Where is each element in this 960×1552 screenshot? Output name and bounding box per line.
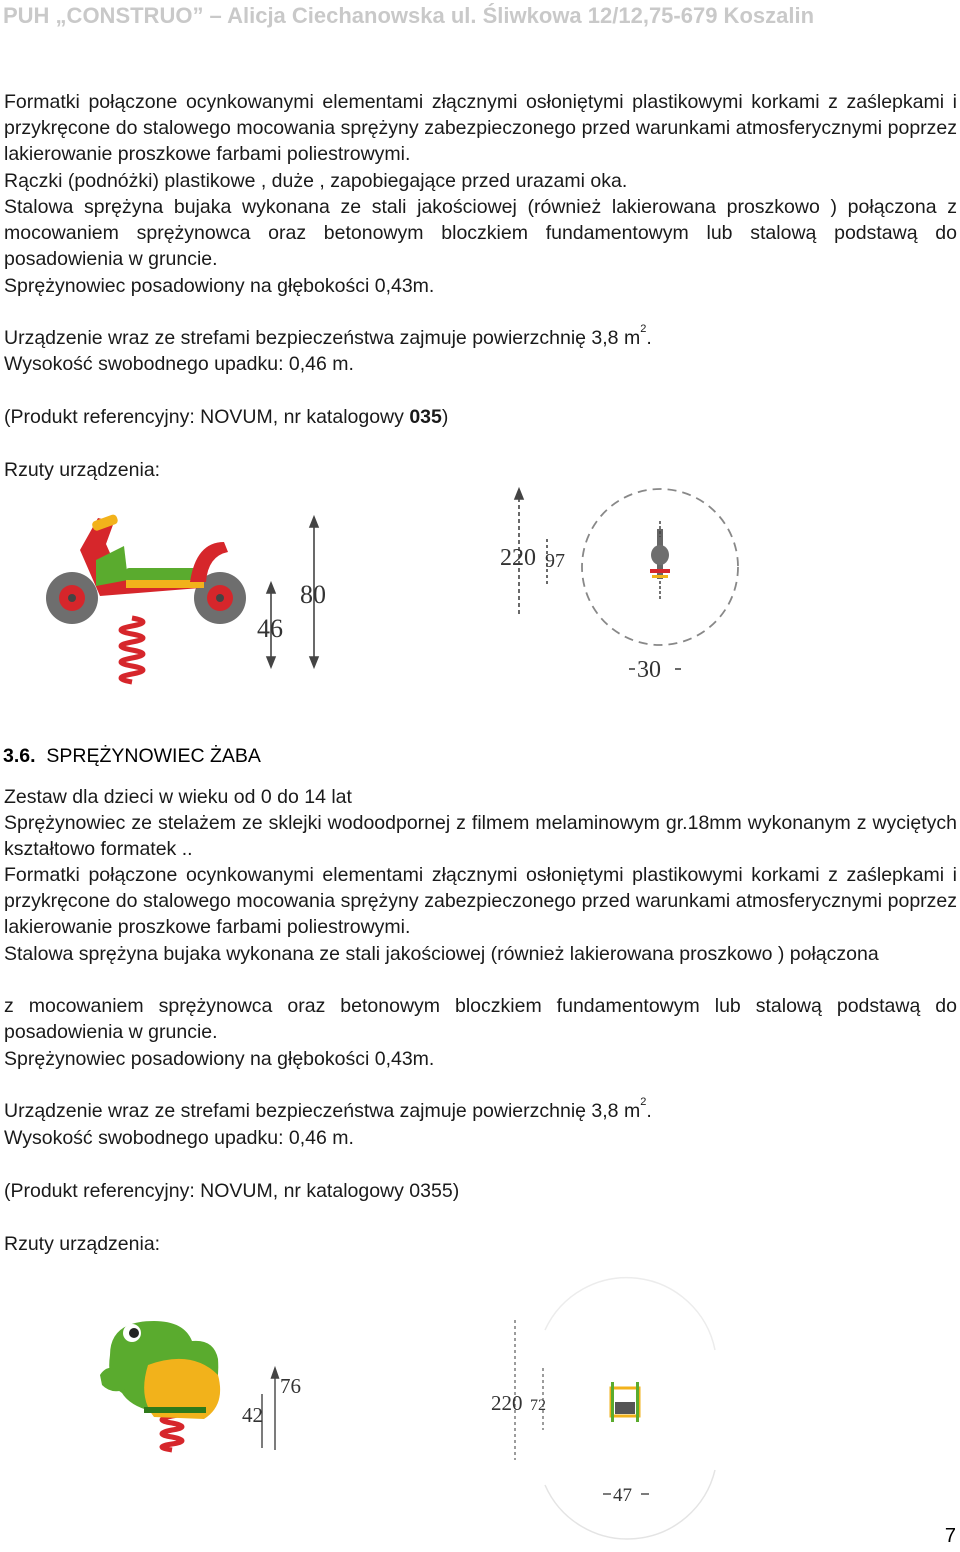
section-number: 3.6. <box>3 745 36 767</box>
plans-label: Rzuty urządzenia: <box>4 459 161 481</box>
scooter-zone-label: 220 <box>500 545 536 571</box>
scooter-illustration <box>40 510 250 680</box>
page-header: PUH „CONSTRUO” – Alicja Ciechanowska ul. Śliwkowa 12/12,75-679 Koszalin <box>3 3 815 28</box>
paragraph-depth: Sprężynowiec posadowiony na głębokości 0,43m. <box>4 275 435 297</box>
area-line-2 <box>4 1098 652 1124</box>
spring-icon <box>121 618 143 682</box>
scooter-height-label: 80 <box>300 580 326 609</box>
scooter-dimensions <box>255 515 345 675</box>
area-text-2: Urządzenie wraz ze strefami bezpieczeństwa zajmuje powierzchnię 3,8 m <box>4 1100 641 1122</box>
plans-label-2: Rzuty urządzenia: <box>4 1233 161 1255</box>
paragraph-raczki: Rączki (podnóżki) plastikowe , duże , zapobiegające przed urazami oka. <box>4 170 628 192</box>
area-end: . <box>646 327 652 349</box>
area-line <box>4 325 652 351</box>
area-end-2: . <box>646 1100 652 1122</box>
reference-prefix: (Produkt referencyjny: NOVUM, nr katalogowy <box>4 406 410 428</box>
scooter-zone-inner-label: 97 <box>545 550 565 572</box>
section-heading <box>3 745 261 768</box>
scooter-width-label: 30 <box>637 657 661 683</box>
paragraph-sprezyna-2b: z mocowaniem sprężynowca oraz betonowym bloczkiem fundamentowym lub stalową podstawą do posadowienia w gruncie. <box>4 995 957 1044</box>
scooter-top-view <box>495 485 765 685</box>
reference-suffix: ) <box>441 406 449 428</box>
paragraph-plywood: Sprężynowiec ze stelażem ze sklejki wodoodpornej z filmem melaminowym gr.18mm wykonanym z wyciętych kształtowo formatek .. <box>4 812 957 861</box>
frog-zone-label: 220 <box>491 1391 523 1415</box>
area-text: Urządzenie wraz ze strefami bezpieczeństwa zajmuje powierzchnię 3,8 m <box>4 327 641 349</box>
frog-top-view <box>485 1320 735 1515</box>
reference-product-2: (Produkt referencyjny: NOVUM, nr katalogowy 0355) <box>4 1180 460 1202</box>
frog-dimensions <box>240 1368 320 1458</box>
frog-seat-label: 42 <box>242 1403 263 1427</box>
paragraph-sprezyna: Stalowa sprężyna bujaka wykonana ze stali jakościowej (również lakierowana proszkowo ) połączona z mocowaniem sprężynowca oraz betonowym bloczkiem fundamentowym lub stalową podstawą do posadowienia w gruncie. <box>4 196 957 271</box>
frog-height-label: 76 <box>280 1374 301 1398</box>
frog-illustration <box>90 1315 240 1450</box>
paragraph-sprezyna-2a: Stalowa sprężyna bujaka wykonana ze stali jakościowej (również lakierowana proszkowo ) połączona <box>4 943 879 965</box>
area-superscript-2: 2 <box>640 1096 647 1108</box>
frog-width-label: 47 <box>613 1485 632 1506</box>
page-number: 7 <box>944 1525 956 1547</box>
age-range: Zestaw dla dzieci w wieku od 0 do 14 lat <box>4 786 352 808</box>
fall-height-2: Wysokość swobodnego upadku: 0,46 m. <box>4 1127 354 1149</box>
frog-zone-inner-label: 72 <box>530 1397 546 1414</box>
paragraph-formatki: Formatki połączone ocynkowanymi elementami złącznymi osłoniętymi plastikowymi korkami z zaślepkami i przykręcone do stalowego mocowania sprężyny zabezpieczonego przed warunkami atmosferycznymi poprzez lakierowanie proszkowe farbami poliestrowymi. <box>4 91 957 166</box>
fall-height: Wysokość swobodnego upadku: 0,46 m. <box>4 353 354 375</box>
paragraph-formatki-2: Formatki połączone ocynkowanymi elementami złącznymi osłoniętymi plastikowymi korkami z zaślepkami i przykręcone do stalowego mocowania sprężyny zabezpieczonego przed warunkami atmosferycznymi poprzez lakierowanie proszkowe farbami poliestrowymi. <box>4 864 957 939</box>
scooter-seat-label: 46 <box>257 614 283 643</box>
reference-code: 035 <box>409 406 442 428</box>
section-title: SPRĘŻYNOWIEC ŻABA <box>46 745 261 767</box>
paragraph-depth-2: Sprężynowiec posadowiony na głębokości 0,43m. <box>4 1048 435 1070</box>
area-superscript: 2 <box>640 323 647 335</box>
reference-product <box>4 404 448 430</box>
